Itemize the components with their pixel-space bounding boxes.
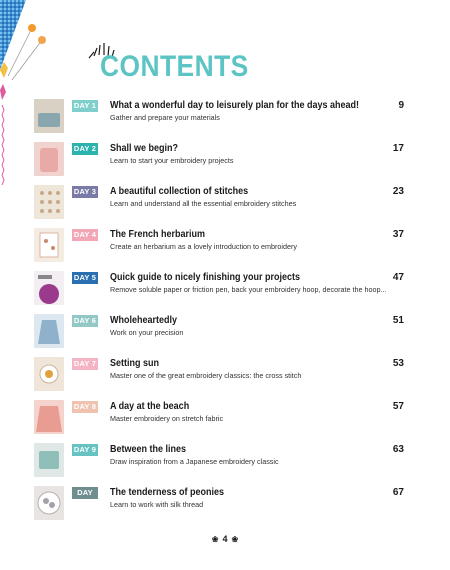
contents-entry[interactable] bbox=[34, 225, 414, 268]
entry-page-number: 37 bbox=[392, 229, 404, 240]
thumbnail-image bbox=[34, 271, 64, 305]
page-title: CONTENTS bbox=[100, 50, 249, 83]
thumbnail-image bbox=[34, 486, 64, 520]
entry-subtitle: Learn to work with silk thread bbox=[110, 500, 204, 509]
day-badge: DAY 4 bbox=[73, 230, 97, 239]
entry-page-number: 17 bbox=[392, 143, 404, 154]
contents-entry[interactable] bbox=[34, 268, 414, 311]
contents-entry[interactable] bbox=[34, 139, 414, 182]
entry-subtitle: Learn to start your embroidery projects bbox=[110, 156, 234, 165]
entry-title: Setting sun bbox=[110, 358, 160, 369]
entry-title: What a wonderful day to leisurely plan for the days ahead! bbox=[110, 100, 360, 111]
pins-decoration bbox=[2, 18, 62, 98]
ornament-left-icon: ❀ bbox=[211, 535, 219, 544]
contents-entry[interactable] bbox=[34, 182, 414, 225]
entry-page-number: 67 bbox=[392, 487, 404, 498]
day-badge: DAY 3 bbox=[73, 187, 97, 196]
entry-title: Between the lines bbox=[110, 444, 187, 455]
thumbnail-image bbox=[34, 142, 64, 176]
thumbnail-image bbox=[34, 228, 64, 262]
entry-page-number: 57 bbox=[392, 401, 404, 412]
entry-title: Shall we begin? bbox=[110, 143, 179, 154]
day-badge: DAY 6 bbox=[73, 316, 97, 325]
entry-page-number: 63 bbox=[392, 444, 404, 455]
contents-entry[interactable] bbox=[34, 96, 414, 139]
day-badge: DAY 1 bbox=[73, 101, 97, 110]
entry-page-number: 47 bbox=[392, 272, 404, 283]
entry-page-number: 9 bbox=[398, 100, 404, 111]
ornament-right-icon: ❀ bbox=[231, 535, 239, 544]
entry-subtitle: Master one of the great embroidery classics: the cross stitch bbox=[110, 371, 302, 380]
contents-entry[interactable] bbox=[34, 483, 414, 526]
thumbnail-image bbox=[34, 443, 64, 477]
thumbnail-image bbox=[34, 314, 64, 348]
contents-entry[interactable] bbox=[34, 311, 414, 354]
entry-title: Wholeheartedly bbox=[110, 315, 178, 326]
contents-list bbox=[34, 96, 414, 526]
day-badge: DAY 7 bbox=[73, 359, 97, 368]
thumbnail-image bbox=[34, 357, 64, 391]
page-number: 4 bbox=[222, 534, 228, 544]
day-badge: DAY 9 bbox=[73, 445, 97, 454]
entry-subtitle: Remove soluble paper or friction pen, back your embroidery hoop, decorate the hoop... bbox=[110, 285, 387, 294]
entry-page-number: 51 bbox=[392, 315, 404, 326]
entry-page-number: 53 bbox=[392, 358, 404, 369]
page-footer bbox=[0, 534, 450, 544]
entry-subtitle: Learn and understand all the essential embroidery stitches bbox=[110, 199, 297, 208]
entry-subtitle: Gather and prepare your materials bbox=[110, 113, 220, 122]
contents-entry[interactable] bbox=[34, 354, 414, 397]
entry-title: A day at the beach bbox=[110, 401, 190, 412]
day-badge: DAY 10 bbox=[72, 487, 98, 499]
entry-subtitle: Draw inspiration from a Japanese embroidery classic bbox=[110, 457, 279, 466]
contents-entry[interactable] bbox=[34, 397, 414, 440]
entry-page-number: 23 bbox=[392, 186, 404, 197]
thumbnail-image bbox=[34, 400, 64, 434]
entry-title: Quick guide to nicely finishing your projects bbox=[110, 272, 301, 283]
day-badge: DAY 5 bbox=[73, 273, 97, 282]
entry-title: The tenderness of peonies bbox=[110, 487, 225, 498]
thumbnail-image bbox=[34, 185, 64, 219]
entry-subtitle: Master embroidery on stretch fabric bbox=[110, 414, 224, 423]
entry-title: A beautiful collection of stitches bbox=[110, 186, 249, 197]
entry-subtitle: Create an herbarium as a lovely introduction to embroidery bbox=[110, 242, 297, 251]
contents-entry[interactable] bbox=[34, 440, 414, 483]
thumbnail-image bbox=[34, 99, 64, 133]
entry-title: The French herbarium bbox=[110, 229, 206, 240]
entry-subtitle: Work on your precision bbox=[110, 328, 184, 337]
day-badge: DAY 2 bbox=[73, 144, 97, 153]
day-badge: DAY 8 bbox=[73, 402, 97, 411]
